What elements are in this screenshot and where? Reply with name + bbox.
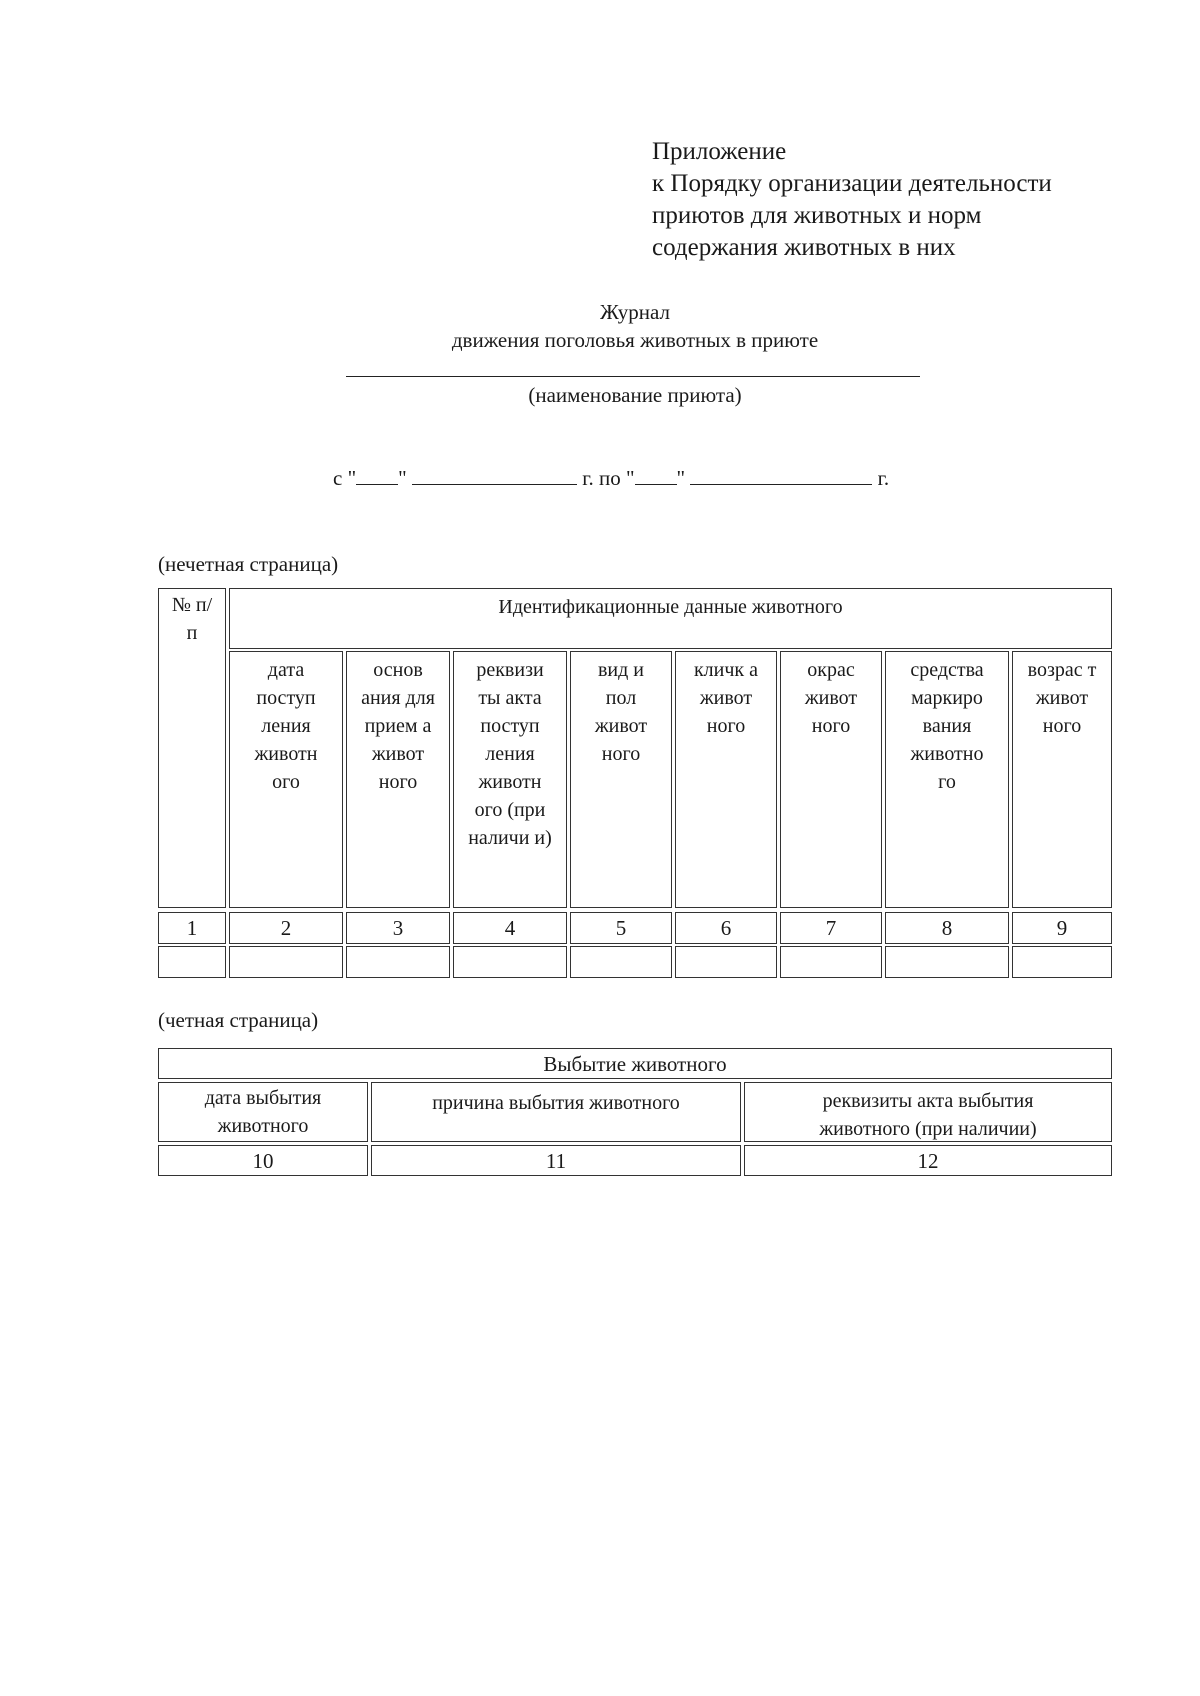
day-from-blank <box>356 466 398 485</box>
identification-header-text: Идентификационные данные животного <box>498 596 843 618</box>
col-num-6-text: 6 <box>720 916 732 940</box>
even-page-label: (четная страница) <box>158 1008 319 1032</box>
num-header-text: № п/п <box>171 594 213 644</box>
col-num-3 <box>346 912 450 944</box>
col-num-5 <box>570 912 672 944</box>
col-header-7 <box>780 651 882 908</box>
col-header-9-text: возрас т живот ного <box>1027 659 1097 737</box>
col-num-4-text: 4 <box>504 916 516 940</box>
col-num-2 <box>229 912 343 944</box>
col-header-8-text: средства маркиро вания животно го <box>910 659 984 793</box>
journal-subtitle: движения поголовья животных в приюте <box>451 328 819 352</box>
empty-cell-7 <box>780 946 882 978</box>
day-to-blank <box>635 466 677 485</box>
month-to-blank <box>690 466 872 485</box>
col-header-4-text: реквизи ты акта поступ ления животн ого (при наличи и) <box>468 659 552 849</box>
num-header-cell <box>158 588 226 908</box>
empty-cell-9 <box>1012 946 1112 978</box>
identification-header-cell <box>229 588 1112 649</box>
col-num-7-text: 7 <box>825 916 837 940</box>
appendix-block <box>652 136 1152 264</box>
col-num-12-text: 12 <box>917 1149 939 1173</box>
month-from-blank <box>412 466 577 485</box>
col-header-12-text: реквизиты акта выбытия животного (при наличии) <box>819 1090 1037 1140</box>
col-header-10-text: дата выбытия животного <box>204 1087 322 1137</box>
col-num-6 <box>675 912 777 944</box>
col-header-11 <box>371 1082 741 1142</box>
col-num-2-text: 2 <box>280 916 292 940</box>
col-header-2 <box>229 651 343 908</box>
empty-cell-3 <box>346 946 450 978</box>
col-header-4 <box>453 651 567 908</box>
col-num-9-text: 9 <box>1056 916 1068 940</box>
col-num-8-text: 8 <box>941 916 953 940</box>
period-mid: г. по " <box>582 466 635 490</box>
disposal-header-text: Выбытие животного <box>543 1052 727 1076</box>
shelter-name-line <box>346 376 920 377</box>
col-num-8 <box>885 912 1009 944</box>
disposal-header-cell <box>158 1048 1112 1079</box>
col-header-3-text: основ ания для прием а живот ного <box>361 659 435 793</box>
col-header-3 <box>346 651 450 908</box>
empty-cell-6 <box>675 946 777 978</box>
period-line <box>333 466 889 491</box>
col-num-9 <box>1012 912 1112 944</box>
appendix-line-1: Приложение <box>652 138 787 165</box>
col-num-4 <box>453 912 567 944</box>
col-header-6-text: кличк а живот ного <box>693 659 759 737</box>
col-header-9 <box>1012 651 1112 908</box>
col-num-11 <box>371 1145 741 1176</box>
col-num-10-text: 10 <box>252 1149 274 1173</box>
col-num-7 <box>780 912 882 944</box>
col-header-7-text: окрас живот ного <box>804 659 858 737</box>
empty-cell-2 <box>229 946 343 978</box>
period-end: г. <box>877 466 890 490</box>
col-header-2-text: дата поступ ления животн ого <box>254 659 318 793</box>
empty-cell-8 <box>885 946 1009 978</box>
col-num-10 <box>158 1145 368 1176</box>
journal-title: Журнал <box>599 300 670 324</box>
period-quote-1: " <box>398 466 407 490</box>
col-header-6 <box>675 651 777 908</box>
col-num-3-text: 3 <box>392 916 404 940</box>
appendix-line-2: к Порядку организации деятельности <box>652 170 1052 197</box>
col-header-12 <box>744 1082 1112 1142</box>
appendix-line-4: содержания животных в них <box>652 234 956 261</box>
shelter-name-caption: (наименование приюта) <box>528 383 742 407</box>
odd-page-label: (нечетная страница) <box>158 552 339 576</box>
col-num-5-text: 5 <box>615 916 627 940</box>
col-num-1 <box>158 912 226 944</box>
col-header-5-text: вид и пол живот ного <box>594 659 648 765</box>
col-header-8 <box>885 651 1009 908</box>
col-header-5 <box>570 651 672 908</box>
period-quote-2: " <box>676 466 686 490</box>
empty-cell-1 <box>158 946 226 978</box>
empty-cell-4 <box>453 946 567 978</box>
col-num-11-text: 11 <box>545 1149 567 1173</box>
col-num-1-text: 1 <box>186 916 198 940</box>
col-header-10 <box>158 1082 368 1142</box>
appendix-line-3: приютов для животных и норм <box>652 202 982 229</box>
col-num-12 <box>744 1145 1112 1176</box>
period-from: с " <box>333 466 357 490</box>
col-header-11-text: причина выбытия животного <box>432 1092 680 1114</box>
empty-cell-5 <box>570 946 672 978</box>
